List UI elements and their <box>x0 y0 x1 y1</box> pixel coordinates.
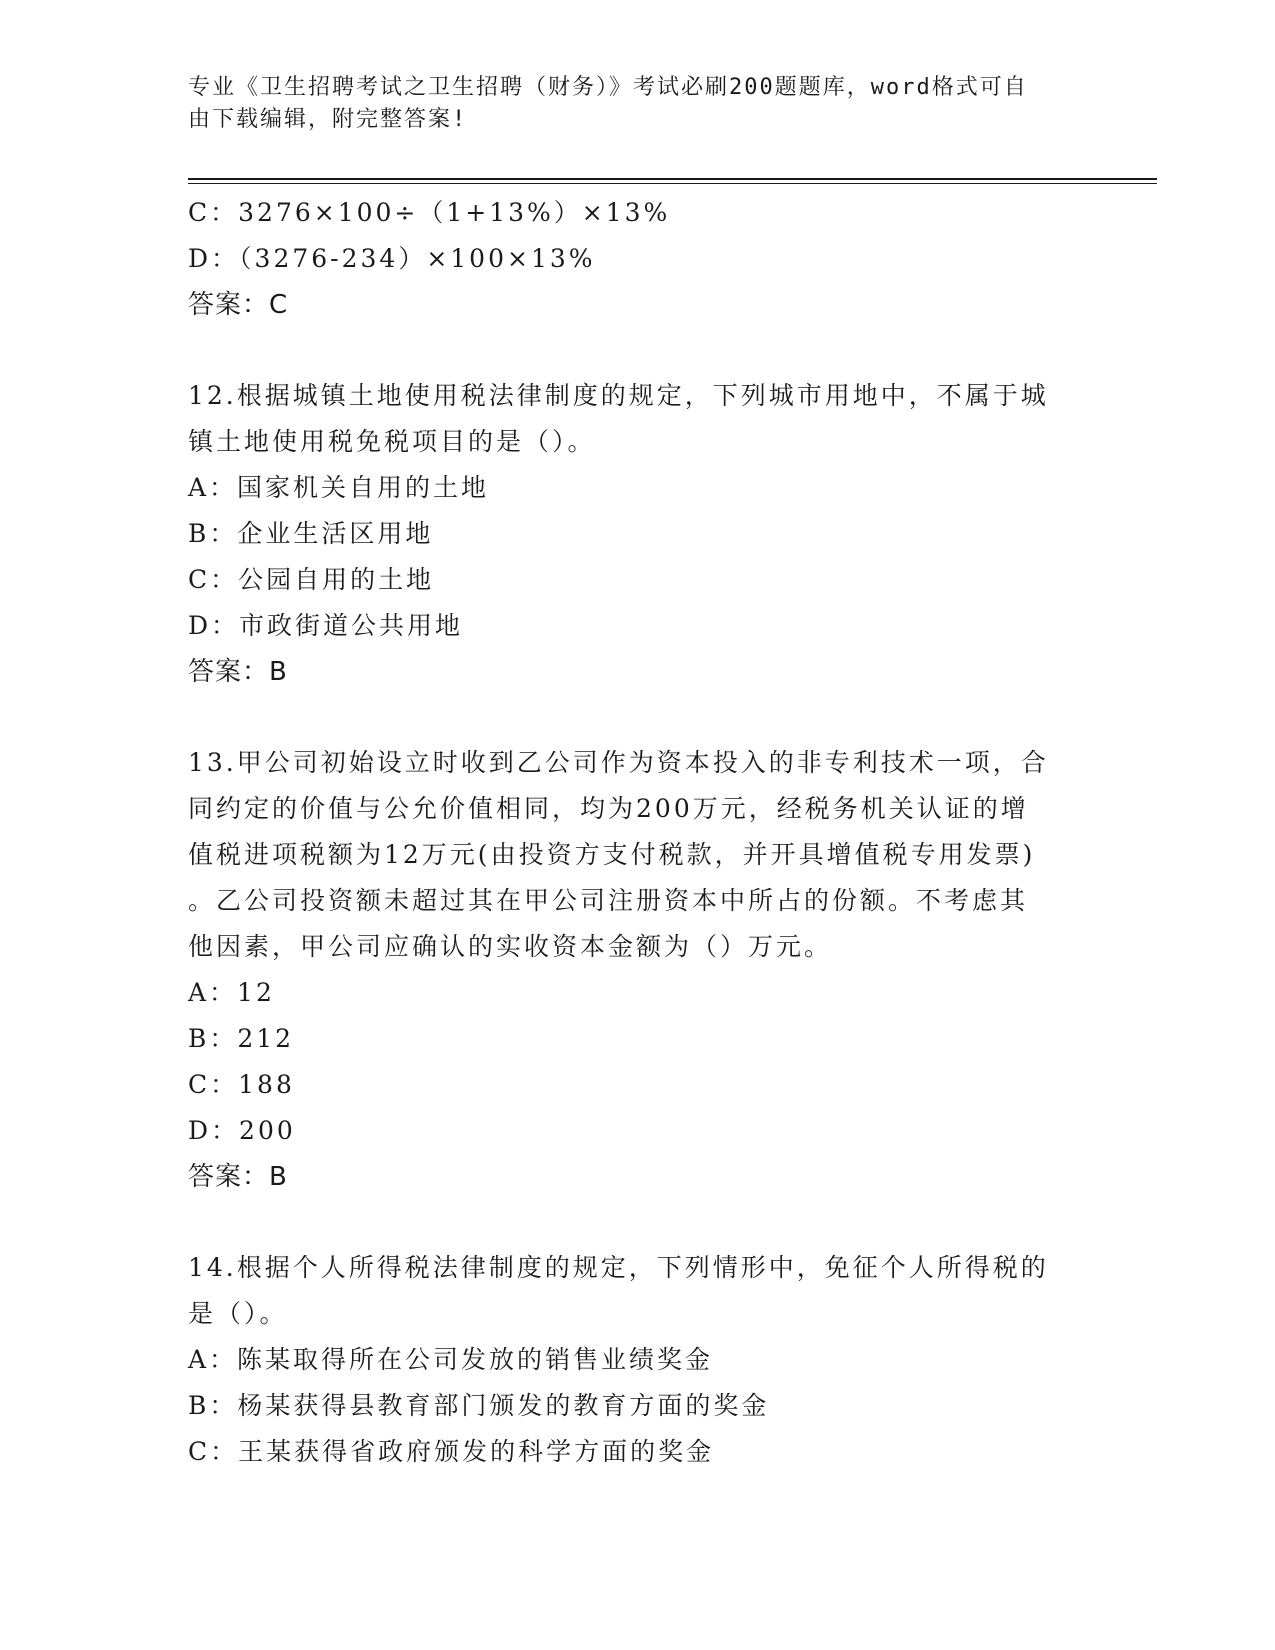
option-a: A：12 <box>188 978 275 1007</box>
document-header <box>188 72 1068 136</box>
header-rule-thin <box>188 183 1157 184</box>
answer: 答案：C <box>188 290 289 320</box>
question-text-line: 他因素，甲公司应确认的实收资本金额为（）万元。 <box>188 932 833 961</box>
option-c: C：公园自用的土地 <box>188 565 435 594</box>
option-a: A：国家机关自用的土地 <box>188 473 490 502</box>
header-line-1: 专业《卫生招聘考试之卫生招聘（财务）》考试必刷200题题库，word格式可自 <box>188 75 1028 100</box>
option-c: C：188 <box>188 1070 295 1099</box>
header-line-2: 由下载编辑，附完整答案! <box>188 107 468 132</box>
question-text-line: 镇土地使用税免税项目的是（）。 <box>188 427 596 456</box>
option-a: A：陈某取得所在公司发放的销售业绩奖金 <box>188 1345 714 1374</box>
question-13 <box>188 740 1088 1200</box>
answer: 答案：B <box>188 1162 288 1192</box>
question-list <box>188 190 1088 1475</box>
question-text-line: 13.甲公司初始设立时收到乙公司作为资本投入的非专利技术一项，合 <box>188 748 1049 777</box>
question-text-line: 12.根据城镇土地使用税法律制度的规定，下列城市用地中，不属于城 <box>188 381 1049 410</box>
question-text-line: 14.根据个人所得税法律制度的规定，下列情形中，免征个人所得税的 <box>188 1253 1049 1282</box>
header-rule-thick <box>188 178 1157 180</box>
question-14 <box>188 1245 1088 1475</box>
question-text-line: 。乙公司投资额未超过其在甲公司注册资本中所占的份额。不考虑其 <box>188 886 1029 915</box>
option-d: D：（3276-234）×100×13% <box>188 244 596 273</box>
question-text-line: 同约定的价值与公允价值相同，均为200万元，经税务机关认证的增 <box>188 794 1029 823</box>
option-b: B：企业生活区用地 <box>188 519 434 548</box>
option-b: B：212 <box>188 1024 295 1053</box>
question-text-line: 值税进项税额为12万元(由投资方支付税款，并开具增值税专用发票) <box>188 840 1036 869</box>
previous-question-tail <box>188 190 1088 328</box>
option-b: B：杨某获得县教育部门颁发的教育方面的奖金 <box>188 1391 770 1420</box>
question-text-line: 是（）。 <box>188 1299 288 1328</box>
option-c: C：3276×100÷（1+13%）×13% <box>188 198 671 227</box>
option-d: D：200 <box>188 1116 296 1145</box>
option-c: C：王某获得省政府颁发的科学方面的奖金 <box>188 1437 715 1466</box>
question-12 <box>188 373 1088 695</box>
answer: 答案：B <box>188 657 288 687</box>
option-d: D：市政街道公共用地 <box>188 611 464 640</box>
